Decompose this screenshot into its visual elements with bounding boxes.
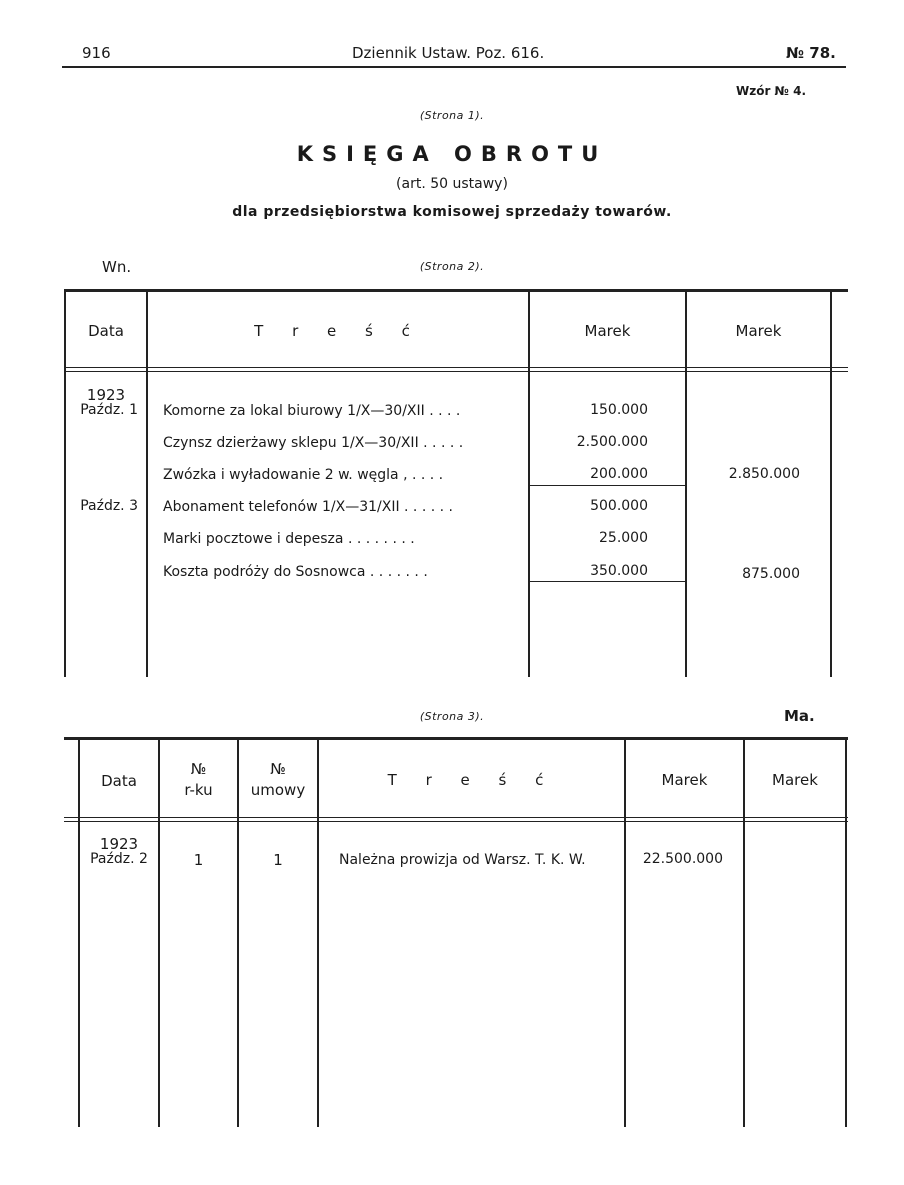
column-border (528, 289, 530, 677)
table-top-border (64, 289, 848, 292)
column-border (317, 737, 319, 1127)
umowy-cell: 1 (273, 851, 283, 869)
page-number: 916 (82, 44, 111, 62)
entry-text: Należna prowizja od Warsz. T. K. W. (339, 852, 586, 868)
column-header-rku: r-ku (184, 781, 213, 799)
year-cell: 1923 (99, 835, 139, 853)
issue-number: № 78. (786, 44, 836, 62)
entry-text: Marki pocztowe i depesza . . . . . . . . (163, 531, 415, 547)
header-separator (64, 367, 848, 368)
column-header-tresc: T r e ś ć (387, 771, 556, 789)
header-rule (62, 66, 846, 68)
rku-cell: 1 (193, 851, 204, 869)
column-border (845, 737, 847, 1127)
amount-cell: 200.000 (590, 466, 648, 482)
column-header-data: Data (101, 772, 137, 790)
subtotal-rule (528, 485, 685, 486)
column-border (685, 289, 687, 677)
page2-label: (Strona 2). (419, 260, 485, 273)
date-cell: Paźdz. 1 (80, 402, 138, 418)
entry-text: Koszta podróży do Sosnowca . . . . . . . (163, 564, 428, 580)
column-header-data: Data (88, 322, 124, 340)
amount-cell: 150.000 (590, 402, 648, 418)
column-border (78, 737, 80, 1127)
subtotal-rule (528, 581, 685, 582)
amount-cell: 22.500.000 (642, 851, 723, 867)
header-separator (64, 371, 848, 372)
column-header-marek-total: Marek (772, 771, 818, 789)
column-header-tresc: T r e ś ć (254, 322, 422, 340)
entry-text: Abonament telefonów 1/X—31/XII . . . . . . (163, 499, 453, 515)
total-cell: 875.000 (742, 566, 800, 582)
credit-label: Ma. (784, 707, 815, 725)
header-separator (64, 821, 848, 822)
amount-cell: 2.500.000 (576, 434, 648, 450)
date-cell: Paźdz. 2 (90, 851, 148, 867)
column-header-umowy: umowy (250, 781, 306, 799)
column-header-marek: Marek (661, 771, 708, 789)
page-subtitle2: dla przedsiębiorstwa komisowej sprzedaży towarów. (232, 204, 672, 220)
amount-cell: 350.000 (590, 563, 648, 579)
column-border (830, 289, 832, 677)
column-header-marek: Marek (584, 322, 631, 340)
column-border (743, 737, 745, 1127)
total-cell: 2.850.000 (728, 466, 800, 482)
header-separator (64, 817, 848, 818)
column-header-marek-total: Marek (735, 322, 782, 340)
form-label: Wzór № 4. (736, 84, 807, 98)
entry-text: Zwózka i wyładowanie 2 w. węgla , . . . . (163, 467, 444, 483)
page-subtitle: (art. 50 ustawy) (396, 176, 508, 192)
entry-text: Czynsz dzierżawy sklepu 1/X—30/XII . . . . . (163, 435, 464, 451)
date-cell: Paźdz. 3 (80, 498, 138, 514)
page1-label: (Strona 1). (419, 109, 485, 122)
amount-cell: 25.000 (599, 530, 648, 546)
column-header-rku-number: № (190, 760, 207, 778)
journal-title: Dziennik Ustaw. Poz. 616. (352, 44, 545, 62)
table-top-border (64, 737, 848, 740)
page-title: KSIĘGA OBROTU (296, 142, 608, 166)
column-header-umowy-number: № (270, 760, 286, 778)
year-cell: 1923 (86, 386, 126, 404)
column-border (64, 289, 66, 677)
amount-cell: 500.000 (590, 498, 648, 514)
page3-label: (Strona 3). (419, 710, 485, 723)
column-border (146, 289, 148, 677)
debit-label: Wn. (102, 258, 132, 276)
entry-text: Komorne za lokal biurowy 1/X—30/XII . . . . (163, 403, 461, 419)
column-border (624, 737, 626, 1127)
